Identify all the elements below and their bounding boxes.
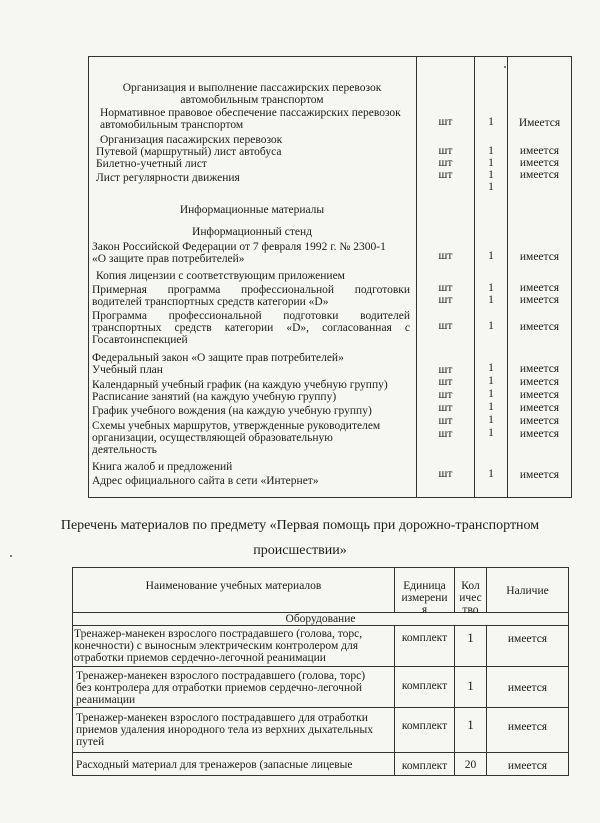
column-header-qty: ичес <box>459 592 482 604</box>
table-cell-name: Тренажер-манекен взрослого пострадавшего (голова, торс, <box>74 628 363 640</box>
table-cell-unit: шт <box>438 145 453 157</box>
table-cell-name: транспортных средств категории «D», согласованная с <box>92 322 410 334</box>
table-right-border <box>571 56 572 497</box>
table-left-border <box>72 567 73 775</box>
table-bottom-border <box>88 497 572 498</box>
table-cell-unit: шт <box>438 376 453 388</box>
table-cell-qty: 1 <box>488 250 494 262</box>
table-cell-name: Тренажер-манекен взрослого пострадавшего для отработки <box>76 712 368 724</box>
table-cell-name: автомобильным транспортом <box>100 119 244 131</box>
table-cell-name: Тренажер-манекен взрослого пострадавшего (голова, торс) <box>76 670 366 682</box>
table-cell-availability: имеется <box>519 415 560 427</box>
column-header-name: Наименование учебных материалов <box>145 580 322 592</box>
table-top-border <box>88 56 572 57</box>
table-cell-name: Расписание занятий (на каждую учебную группу) <box>92 391 337 403</box>
table-cell-name: Книга жалоб и предложений <box>92 461 233 473</box>
table-cell-availability: имеется <box>519 389 560 401</box>
column-header-qty: тво <box>462 604 479 616</box>
table-cell-availability: имеется <box>519 251 560 263</box>
table-cell-qty: 1 <box>488 388 494 400</box>
table-cell-qty: 20 <box>464 759 477 771</box>
table-cell-qty: 1 <box>488 414 494 426</box>
table-cell-unit: шт <box>438 428 453 440</box>
table-row-title: Организация и выполнение пассажирских перевозок <box>122 82 382 94</box>
table-cell-availability: имеется <box>519 321 560 333</box>
table-cell-unit: шт <box>438 320 453 332</box>
row-divider <box>72 752 569 753</box>
table-cell-unit: шт <box>438 389 453 401</box>
table-section-title: Информационные материалы <box>179 204 325 216</box>
table-cell-availability: имеется <box>507 721 548 733</box>
table-cell-name: Программа профессиональной подготовки водителей <box>92 310 410 322</box>
table-cell-name: Госавтоинспекцией <box>92 334 188 346</box>
table-cell-qty: 1 <box>488 116 494 128</box>
table-cell-qty: 1 <box>488 169 494 181</box>
table-cell-name: Копия лицензии с соответствующим приложением <box>96 270 345 282</box>
table-cell-unit: комплект <box>401 680 448 692</box>
table-cell-unit: шт <box>438 250 453 262</box>
table-cell-unit: шт <box>438 157 453 169</box>
table-cell-availability: имеется <box>519 145 560 157</box>
column-header-unit: измерени <box>401 592 448 604</box>
table-cell-qty: 1 <box>488 468 494 480</box>
table-cell-name: путей <box>76 736 105 748</box>
table-cell-unit: комплект <box>401 632 448 644</box>
table-cell-name: Учебный план <box>92 364 163 376</box>
table-cell-unit: шт <box>438 415 453 427</box>
row-divider <box>72 707 569 708</box>
table-cell-name: без контролера для отработки приемов сердечно-легочной <box>76 682 363 694</box>
column-header-availability: Наличие <box>506 585 549 597</box>
column-header-unit: я <box>421 604 428 616</box>
table-cell-unit: шт <box>438 294 453 306</box>
table-cell-availability: имеется <box>519 469 560 481</box>
table-cell-name: Расходный материал для тренажеров (запасные лицевые <box>76 759 353 771</box>
table-cell-name: деятельность <box>92 444 157 456</box>
scan-speck <box>504 66 506 68</box>
column-divider <box>486 625 487 775</box>
table-cell-name: Билетно-учетный лист <box>96 158 207 170</box>
table-section-title: Информационный стенд <box>192 226 312 238</box>
table-cell-name: организации, осуществляющей образовательную <box>92 432 333 444</box>
column-divider <box>454 625 455 775</box>
table-cell-availability: имеется <box>519 294 560 306</box>
table-cell-availability: имеется <box>519 402 560 414</box>
section-heading: происшествии» <box>253 543 347 558</box>
table-cell-qty: 1 <box>467 678 474 693</box>
table-cell-availability: имеется <box>507 682 548 694</box>
table-cell-name: Нормативное правовое обеспечение пассажирских перевозок <box>100 107 401 119</box>
section-heading: Перечень материалов по предмету «Первая помощь при дорожно-транспортном <box>60 518 540 533</box>
column-divider <box>394 625 395 775</box>
table-cell-qty: 1 <box>467 717 474 732</box>
row-divider <box>72 666 569 667</box>
table-cell-name: «О защите прав потребителей» <box>92 253 245 265</box>
table-cell-unit: шт <box>438 169 453 181</box>
table-cell-availability: имеется <box>519 376 560 388</box>
table-cell-name: Организация пасажирских перевозок <box>100 134 283 146</box>
table-section-title: Оборудование <box>285 613 356 625</box>
table-cell-name: реанимации <box>76 694 136 706</box>
table-cell-qty: 1 <box>488 157 494 169</box>
table-cell-qty: 1 <box>488 282 494 294</box>
table-cell-unit: шт <box>438 116 453 128</box>
table-cell-qty: 1 <box>488 375 494 387</box>
table-row-title: автомобильным транспортом <box>180 94 324 106</box>
table-cell-unit: комплект <box>401 720 448 732</box>
table-cell-name: Календарный учебный график (на каждую учебную группу) <box>92 379 388 391</box>
table-cell-qty: 1 <box>467 630 474 645</box>
table-cell-qty: 1 <box>488 401 494 413</box>
table-cell-availability: имеется <box>507 760 548 772</box>
table-cell-name: График учебного вождения (на каждую учебную группу) <box>92 405 372 417</box>
table-cell-name: Лист регулярности движения <box>96 172 240 184</box>
table-cell-availability: имеется <box>519 428 560 440</box>
table-cell-unit: шт <box>438 468 453 480</box>
table-cell-availability: имеется <box>519 157 560 169</box>
table-cell-name: Схемы учебных маршрутов, утвержденные руководителем <box>92 420 381 432</box>
table-cell-availability: имеется <box>519 363 560 375</box>
table-cell-name: Примерная программа профессиональной подготовки <box>92 284 410 296</box>
table-cell-qty: 1 <box>488 362 494 374</box>
section-divider <box>72 625 569 626</box>
table-cell-qty: 1 <box>488 294 494 306</box>
row-divider <box>72 775 569 776</box>
table-cell-unit: шт <box>438 282 453 294</box>
table-cell-name: водителей транспортных средств категории «D» <box>92 296 329 308</box>
table-cell-availability: Имеется <box>518 117 561 129</box>
table-cell-name: конечности) с выносным электрическим контролером для <box>74 640 358 652</box>
table-cell-name: Путевой (маршрутный) лист автобуса <box>96 146 282 158</box>
table-top-border <box>72 567 569 568</box>
table-cell-availability: имеется <box>507 633 548 645</box>
table-cell-unit: комплект <box>401 760 448 772</box>
table-cell-name: приемов удаления инородного тела из верхних дыхательных <box>76 724 373 736</box>
table-cell-availability: имеется <box>519 282 560 294</box>
table-cell-qty: 1 <box>488 181 494 193</box>
table-cell-name: Адрес официального сайта в сети «Интернет» <box>92 475 319 487</box>
table-cell-qty: 1 <box>488 320 494 332</box>
table-right-border <box>568 567 569 775</box>
table-cell-qty: 1 <box>488 145 494 157</box>
table-cell-name: отработки приемов сердечно-легочной реанимации <box>74 652 326 664</box>
table-cell-qty: 1 <box>488 427 494 439</box>
table-cell-unit: шт <box>438 364 453 376</box>
table-cell-name: Закон Российской Федерации от 7 февраля 1992 г. № 2300-1 <box>92 241 386 253</box>
table-left-border <box>88 56 89 497</box>
scan-speck <box>10 555 12 557</box>
column-header-qty: Кол <box>461 580 480 592</box>
column-header-unit: Единица <box>403 580 446 592</box>
table-cell-unit: шт <box>438 402 453 414</box>
table-cell-availability: имеется <box>519 169 560 181</box>
table-cell-name: Федеральный закон «О защите прав потребителей» <box>92 352 344 364</box>
